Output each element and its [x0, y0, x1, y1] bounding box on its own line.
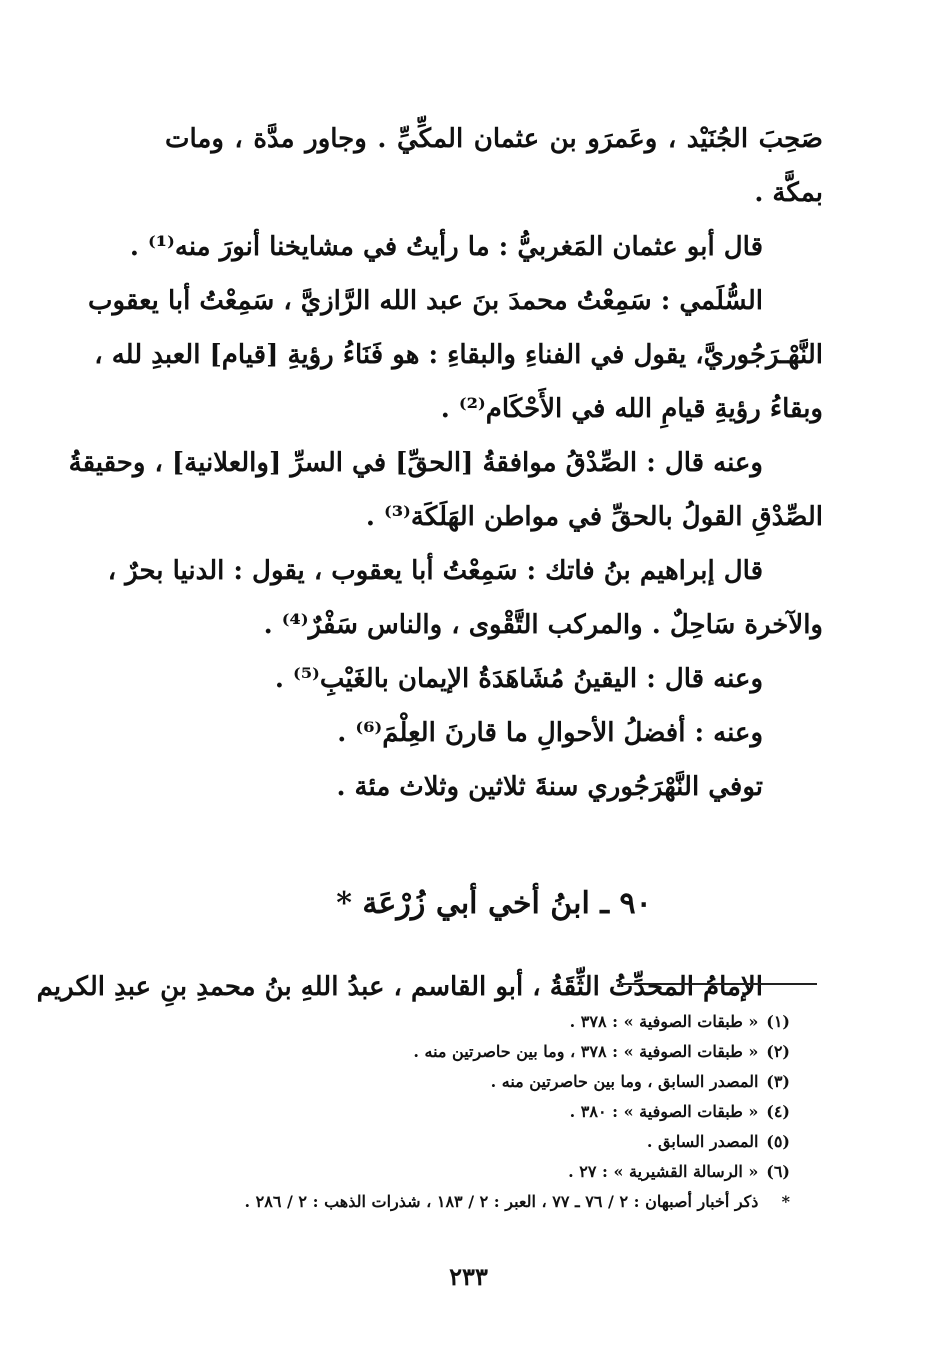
text-line: وبقاءُ رؤيةِ قيامِ الله في الأَحْكَام⁽²⁾ .: [440, 394, 823, 424]
footnote: [150, 1067, 790, 1097]
footnote-text: المصدر السابق ، وما بين حاصرتين منه .: [490, 1072, 759, 1091]
text-line: وعنه : أفضلُ الأحوالِ ما قارنَ العِلْمَ⁽⁶⁾ .: [337, 718, 763, 748]
footnote-text: المصدر السابق .: [646, 1132, 759, 1151]
footnote-text: « طبقات الصوفية » : ٣٨٠ .: [569, 1102, 759, 1121]
footnotes: [150, 1007, 790, 1217]
footnote-number: (٢): [766, 1042, 790, 1061]
page-number: ٢٣٣: [449, 1262, 488, 1291]
text-line: الصِّدْقِ القولُ بالحقِّ في مواطن الهَلَكَة⁽³⁾ .: [365, 502, 823, 532]
section-first-line: الإمامُ المحدِّثُ الثِّقَةُ ، أبو القاسم ، عبدُ اللهِ بنُ محمدِ بنِ عبدِ الكريم: [36, 972, 763, 1002]
footnote-number: (٣): [766, 1072, 790, 1091]
footnote-text: « طبقات الصوفية » : ٣٧٨ .: [569, 1012, 759, 1031]
text-line: بمكَّة .: [754, 178, 823, 208]
footnote: [150, 1097, 790, 1127]
footnote-number: (٤): [766, 1102, 790, 1121]
footnote-divider: [622, 983, 817, 985]
text-line: السُّلَمي : سَمِعْتُ محمدَ بنَ عبد الله الرَّازيَّ ، سَمِعْتُ أبا يعقوب: [88, 286, 763, 316]
footnote-number: (٦): [766, 1162, 790, 1181]
text-line: النَّهْـرَجُوريَّ، يقول في الفناءِ والبقاءِ : هو فَنَاءُ رؤيةِ [قيام] العبدِ لله ،: [94, 340, 823, 370]
section-heading: ٩٠ ـ ابنُ أخي أبي زُرْعَة *: [336, 886, 652, 921]
footnote: [150, 1127, 790, 1157]
footnote: [150, 1157, 790, 1187]
footnote-source: [150, 1187, 790, 1217]
text-line: صَحِبَ الجُنَيْد ، وعَمرَو بن عثمان المكِّيِّ . وجاور مدَّة ، ومات: [165, 124, 823, 154]
spacer: [165, 814, 823, 874]
text-line: توفي النَّهْرَجُوري سنةَ ثلاثين وثلاث مئة .: [336, 772, 763, 802]
text-line: وعنه قال : اليقينُ مُشَاهَدَةُ الإيمان بالغَيْبِ⁽⁵⁾ .: [274, 664, 763, 694]
footnote-marker: *: [781, 1192, 790, 1211]
footnote-text: ذكر أخبار أصبهان : ٢ / ٧٦ ـ ٧٧ ، العبر : ٢ / ١٨٣ ، شذرات الذهب : ٢ / ٢٨٦ .: [244, 1192, 759, 1211]
footnote-number: (١): [766, 1012, 790, 1031]
text-line: وعنه قال : الصِّدْقُ موافقةُ [الحقِّ] في السرِّ [والعلانية] ، وحقيقةُ: [68, 448, 763, 478]
footnote-text: « الرسالة القشيرية » : ٢٧ .: [568, 1162, 759, 1181]
footnote: [150, 1007, 790, 1037]
spacer: [165, 934, 823, 960]
footnote-number: (٥): [766, 1132, 790, 1151]
main-text: [36, 112, 823, 1014]
footnote-text: « طبقات الصوفية » : ٣٧٨ ، وما بين حاصرتين منه .: [413, 1042, 759, 1061]
footnote: [150, 1037, 790, 1067]
text-line: والآخرة سَاحِلٌ . والمركب التَّقْوى ، والناس سَفْرٌ⁽⁴⁾ .: [263, 610, 823, 640]
text-line: قال أبو عثمان المَغربيُّ : ما رأيتُ في مشايخنا أنورَ منه⁽¹⁾ .: [129, 232, 763, 262]
text-line: قال إبراهيم بنُ فاتك : سَمِعْتُ أبا يعقوب ، يقول : الدنيا بحرٌ ،: [107, 556, 763, 586]
